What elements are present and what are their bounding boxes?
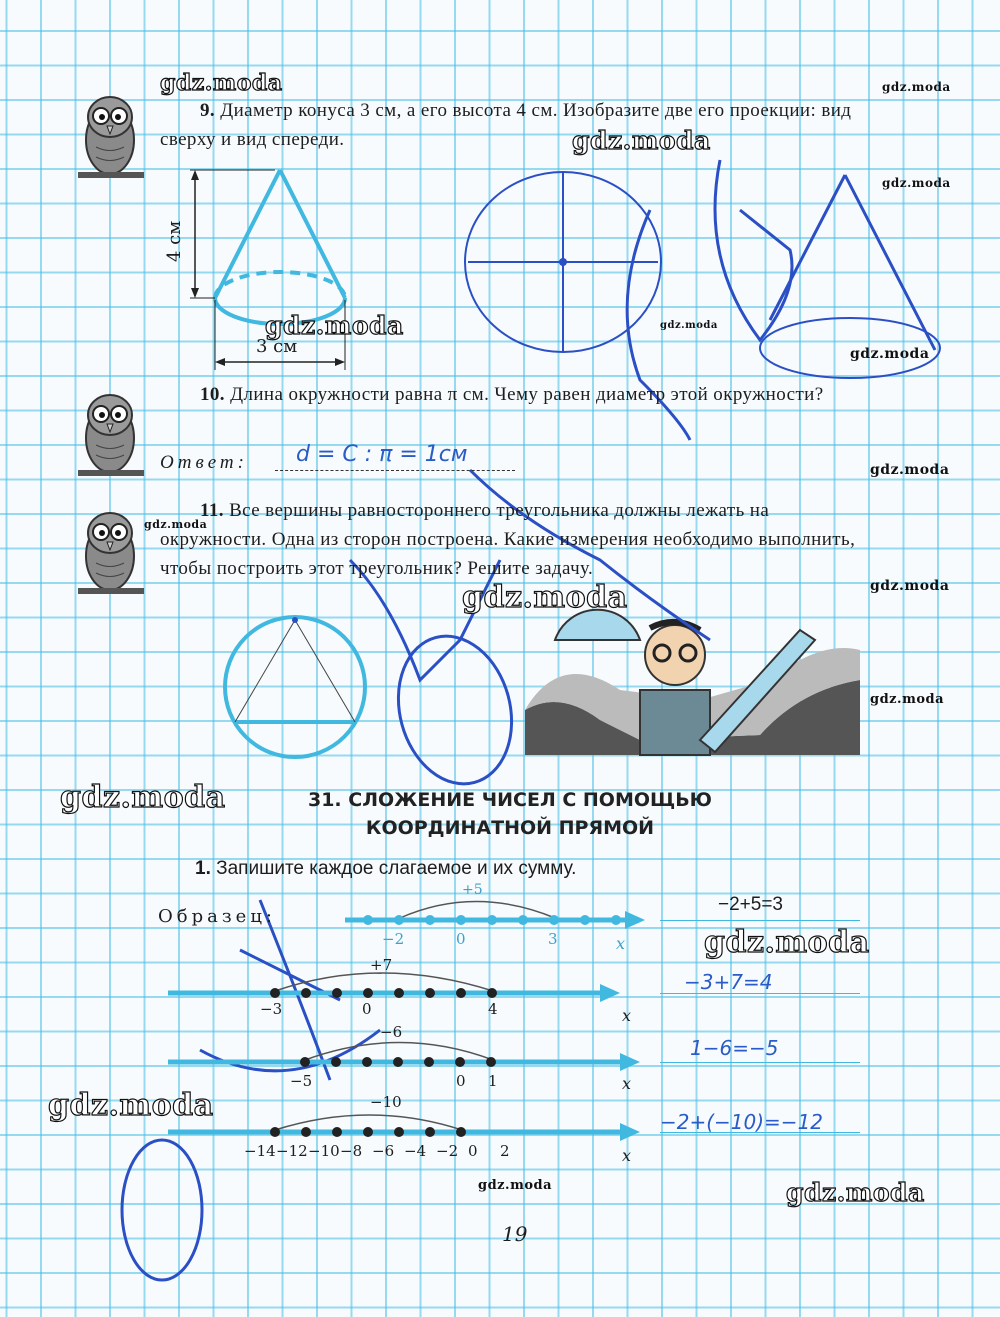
- task-number: 10.: [200, 384, 225, 405]
- answer-label: Ответ:: [160, 452, 248, 473]
- section-title: [280, 786, 740, 842]
- watermark: gdz.moda: [704, 925, 870, 960]
- result-line: [660, 993, 860, 994]
- number-line-dot: [425, 915, 435, 925]
- number-line-dot: [332, 1127, 342, 1137]
- number-line-dot: [425, 1127, 435, 1137]
- tick-label: −2: [382, 930, 405, 948]
- watermark: gdz.moda: [462, 580, 628, 615]
- number-line-dot: [393, 1057, 403, 1067]
- number-line-dot: [456, 988, 466, 998]
- owl-icon: [78, 97, 144, 178]
- watermark: gdz.moda: [265, 311, 404, 340]
- tick-label: 1: [488, 1072, 498, 1090]
- circle-triangle-figure: [225, 617, 365, 757]
- watermark: gdz.moda: [870, 578, 950, 594]
- tick-label: −2: [436, 1142, 459, 1160]
- arc-label: +7: [370, 956, 393, 974]
- number-line-dot: [394, 1127, 404, 1137]
- tick-label: 0: [362, 1000, 372, 1018]
- number-line-dot: [456, 1127, 466, 1137]
- watermark: gdz.moda: [160, 70, 283, 96]
- watermark: gdz.moda: [60, 780, 226, 815]
- watermark: gdz.moda: [870, 462, 950, 478]
- tick-label: −3: [260, 1000, 283, 1018]
- arc-label: −10: [370, 1093, 402, 1111]
- number-line-dot: [487, 915, 497, 925]
- number-line-dot: [332, 988, 342, 998]
- answer-handwritten: −2+(−10)=−12: [660, 1110, 824, 1134]
- number-line-dot: [363, 1127, 373, 1137]
- exercise-1: [195, 858, 576, 880]
- number-line-dot: [363, 988, 373, 998]
- task-10: [160, 380, 870, 409]
- axis-label: x: [616, 934, 626, 953]
- tick-label: 0: [456, 930, 466, 948]
- number-line-dot: [301, 1127, 311, 1137]
- task-9: [160, 96, 870, 154]
- number-line-dot: [394, 988, 404, 998]
- result-line: [660, 1062, 860, 1063]
- diameter-label: 3 см: [256, 336, 298, 357]
- arc-label: −6: [380, 1023, 403, 1041]
- number-line-dot: [455, 1057, 465, 1067]
- exercise-number: 1.: [195, 858, 211, 879]
- axis-label: x: [622, 1006, 632, 1025]
- watermark: gdz.moda: [786, 1178, 925, 1207]
- watermark: gdz.moda: [660, 320, 718, 331]
- number-line-dot: [331, 1057, 341, 1067]
- number-line-dot: [518, 915, 528, 925]
- number-line-1: [168, 973, 620, 1002]
- answer-line: [275, 470, 515, 471]
- page-number: 19: [502, 1222, 528, 1246]
- section-title-line2: КООРДИНАТНОЙ ПРЯМОЙ: [365, 817, 655, 839]
- task-11: [160, 496, 870, 583]
- number-line-dot: [580, 915, 590, 925]
- watermark: gdz.moda: [572, 126, 711, 155]
- number-line-dot: [424, 1057, 434, 1067]
- owl-icon: [78, 395, 144, 476]
- watermark: gdz.moda: [48, 1088, 214, 1123]
- watermark: gdz.moda: [882, 176, 951, 190]
- tick-label: 2: [500, 1142, 510, 1160]
- number-line-dot: [363, 915, 373, 925]
- tick-label: −4: [404, 1142, 427, 1160]
- number-line-dot: [611, 915, 621, 925]
- tick-label: −14: [244, 1142, 276, 1160]
- section-title-line1: 31. СЛОЖЕНИЕ ЧИСЕЛ С ПОМОЩЬЮ: [307, 789, 712, 811]
- number-line-dot: [425, 988, 435, 998]
- number-line-dot: [270, 1127, 280, 1137]
- height-label: 4 см: [164, 220, 185, 262]
- number-line-dot: [270, 988, 280, 998]
- number-line-dot: [486, 1057, 496, 1067]
- number-line-dot: [300, 1057, 310, 1067]
- number-line-dot: [394, 915, 404, 925]
- result-line: [660, 1132, 860, 1133]
- watermark: gdz.moda: [870, 692, 945, 707]
- number-line-dot: [301, 988, 311, 998]
- answer-handwritten: −3+7=4: [684, 970, 773, 994]
- tick-label: −12: [276, 1142, 308, 1160]
- number-line-dot: [549, 915, 559, 925]
- exercise-text: Запишите каждое слагаемое и их сумму.: [216, 858, 577, 879]
- watermark: gdz.moda: [144, 518, 208, 531]
- tick-label: −8: [340, 1142, 363, 1160]
- answer-handwritten: 1−6=−5: [690, 1036, 779, 1060]
- tick-label: 0: [456, 1072, 466, 1090]
- result-line: [660, 920, 860, 921]
- number-line-sample: [345, 902, 645, 930]
- sample-label: Образец:: [158, 906, 276, 927]
- axis-label: x: [622, 1146, 632, 1165]
- task-number: 11.: [200, 500, 224, 521]
- number-line-3: [168, 1115, 640, 1141]
- watermark: gdz.moda: [882, 80, 951, 94]
- tick-label: −10: [308, 1142, 340, 1160]
- answer-handwritten: d = C : π = 1см: [296, 442, 468, 467]
- tick-label: −5: [290, 1072, 313, 1090]
- watermark: gdz.moda: [850, 346, 930, 362]
- owl-icon: [78, 513, 144, 594]
- axis-label: x: [622, 1074, 632, 1093]
- tick-label: 3: [548, 930, 558, 948]
- task-number: 9.: [200, 100, 216, 121]
- tick-label: 0: [468, 1142, 478, 1160]
- number-line-dots: [270, 915, 621, 1137]
- sample-result: −2+5=3: [718, 894, 783, 915]
- arc-label: +5: [462, 882, 483, 898]
- teacher-illustration: [525, 610, 860, 755]
- tick-label: −6: [372, 1142, 395, 1160]
- task-text: Длина окружности равна π см. Чему равен диаметр этой окружности?: [230, 384, 824, 405]
- number-line-dot: [362, 1057, 372, 1067]
- task-text: Все вершины равностороннего треугольника должны лежать на окружности. Одна из сторон построена. Какие измерения необходимо выполнить, чтобы построить этот треугольник? Решите задачу.: [160, 500, 856, 579]
- task-text: Диаметр конуса 3 см, а его высота 4 см. Изобразите две его проекции: вид сверху и вид спереди.: [160, 100, 852, 150]
- tick-label: 4: [488, 1000, 498, 1018]
- number-line-dot: [487, 988, 497, 998]
- watermark: gdz.moda: [478, 1178, 553, 1193]
- number-line-dot: [456, 915, 466, 925]
